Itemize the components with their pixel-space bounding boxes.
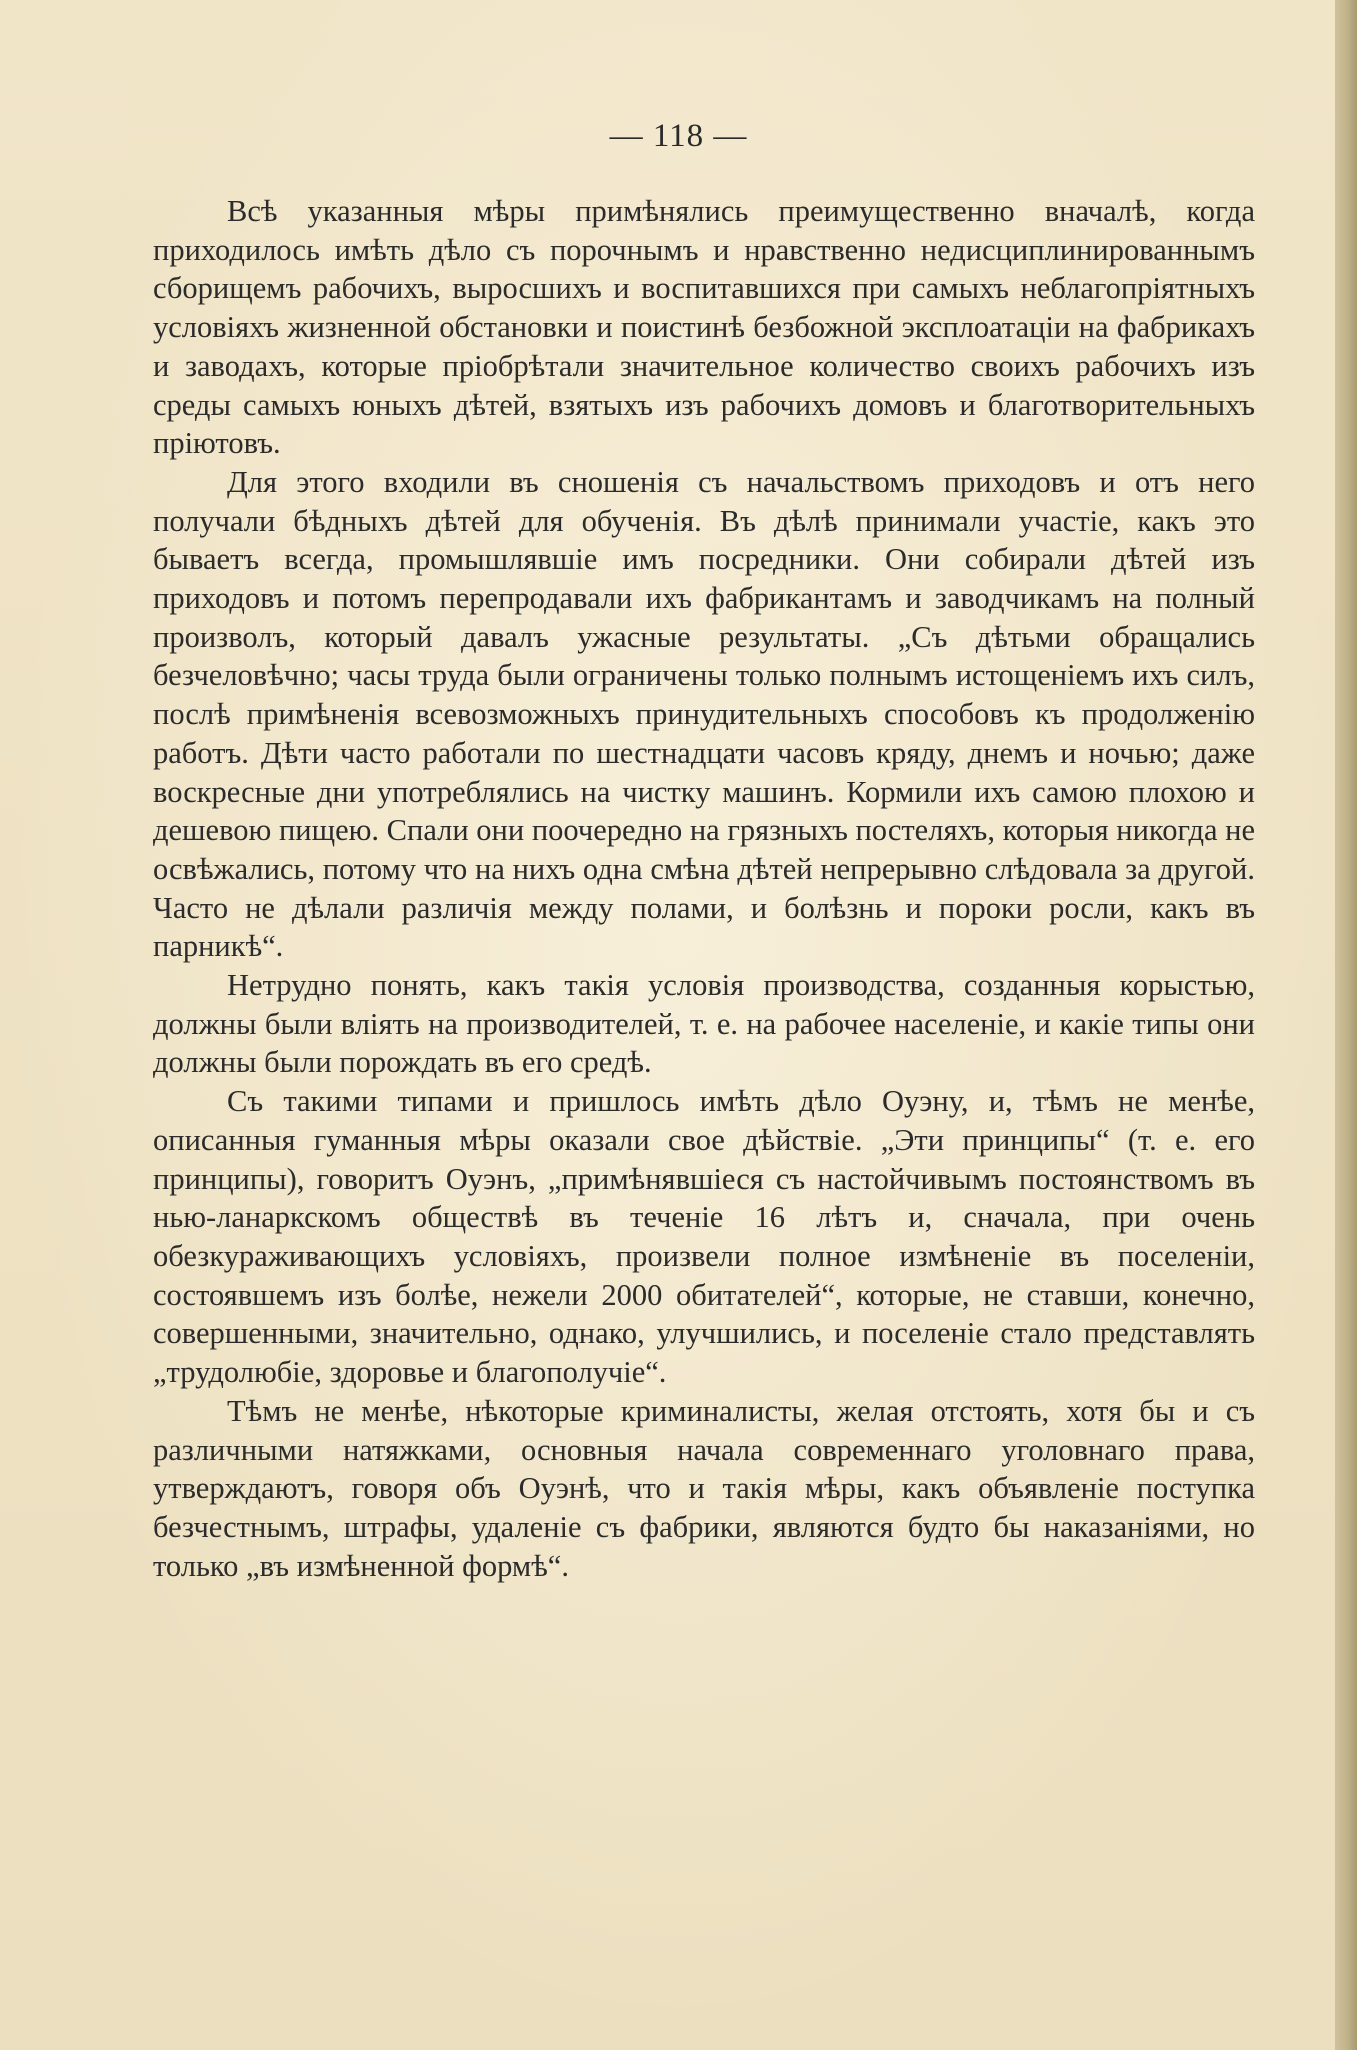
page-number: — 118 — (609, 118, 748, 154)
paragraph-4: Съ такими типами и пришлось имѣть дѣло Оуэну, и, тѣмъ не менѣе, описанныя гуманныя мѣры оказали свое дѣйствіе. „Эти принципы“ (т. е. его принципы), говоритъ Оуэнъ, „примѣнявшіеся съ настойчивымъ постоянствомъ въ нью-ланаркскомъ обществѣ въ теченіе 16 лѣтъ и, сначала, при очень обезкураживающихъ условіяхъ, произвели полное измѣненіе въ поселеніи, состоявшемъ изъ болѣе, нежели 2000 обитателей“, которые, не ставши, конечно, совершенными, значительно, однако, улучшились, и поселеніе стало представлять „трудолюбіе, здоровье и благополучіе“. (153, 1084, 1255, 1390)
paragraph-3: Нетрудно понять, какъ такія условія производства, созданныя корыстью, должны были вліять на производителей, т. е. на рабочее населеніе, и какіе типы они должны были порождать въ его средѣ. (153, 968, 1255, 1080)
paragraph-2: Для этого входили въ сношенія съ начальствомъ приходовъ и отъ него получали бѣдныхъ дѣтей для обученія. Въ дѣлѣ принимали участіе, какъ это бываетъ всегда, промышлявшіе имъ посредники. Они собирали дѣтей изъ приходовъ и потомъ перепродавали ихъ фабрикантамъ и заводчикамъ на полный произволъ, который давалъ ужасные результаты. „Съ дѣтьми обращались безчеловѣчно; часы труда были ограничены только полнымъ истощеніемъ ихъ силъ, послѣ примѣненія всевозможныхъ принудительныхъ способовъ къ продолженію работъ. Дѣти часто работали по шестнадцати часовъ кряду, днемъ и ночью; даже воскресные дни употреблялись на чистку машинъ. Кормили ихъ самою плохою и дешевою пищею. Спали они поочередно на грязныхъ постеляхъ, которыя никогда не освѣжались, потому что на нихъ одна смѣна дѣтей непрерывно слѣдовала за другой. Часто не дѣлали различія между полами, и болѣзнь и пороки росли, какъ въ парникѣ“. (153, 464, 1255, 964)
paragraph-5: Тѣмъ не менѣе, нѣкоторые криминалисты, желая отстоять, хотя бы и съ различными натяжками, основныя начала современнаго уголовнаго права, утверждаютъ, говоря объ Оуэнѣ, что и такія мѣры, какъ объявленіе поступка безчестнымъ, штрафы, удаленіе съ фабрики, являются будто бы наказаніями, но только „въ измѣненной формѣ“. (153, 1393, 1255, 1583)
body-text (153, 192, 1255, 1585)
paragraph-1: Всѣ указанныя мѣры примѣнялись преимущественно вначалѣ, когда приходилось имѣть дѣло съ порочнымъ и нравственно недисциплинированнымъ сборищемъ рабочихъ, выросшихъ и воспитавшихся при самыхъ неблагопріятныхъ условіяхъ жизненной обстановки и поистинѣ безбожной эксплоатаціи на фабрикахъ и заводахъ, которые пріобрѣтали значительное количество своихъ рабочихъ изъ среды самыхъ юныхъ дѣтей, взятыхъ изъ рабочихъ домовъ и благотворительныхъ пріютовъ. (153, 194, 1255, 461)
page-edge (1335, 0, 1357, 2050)
